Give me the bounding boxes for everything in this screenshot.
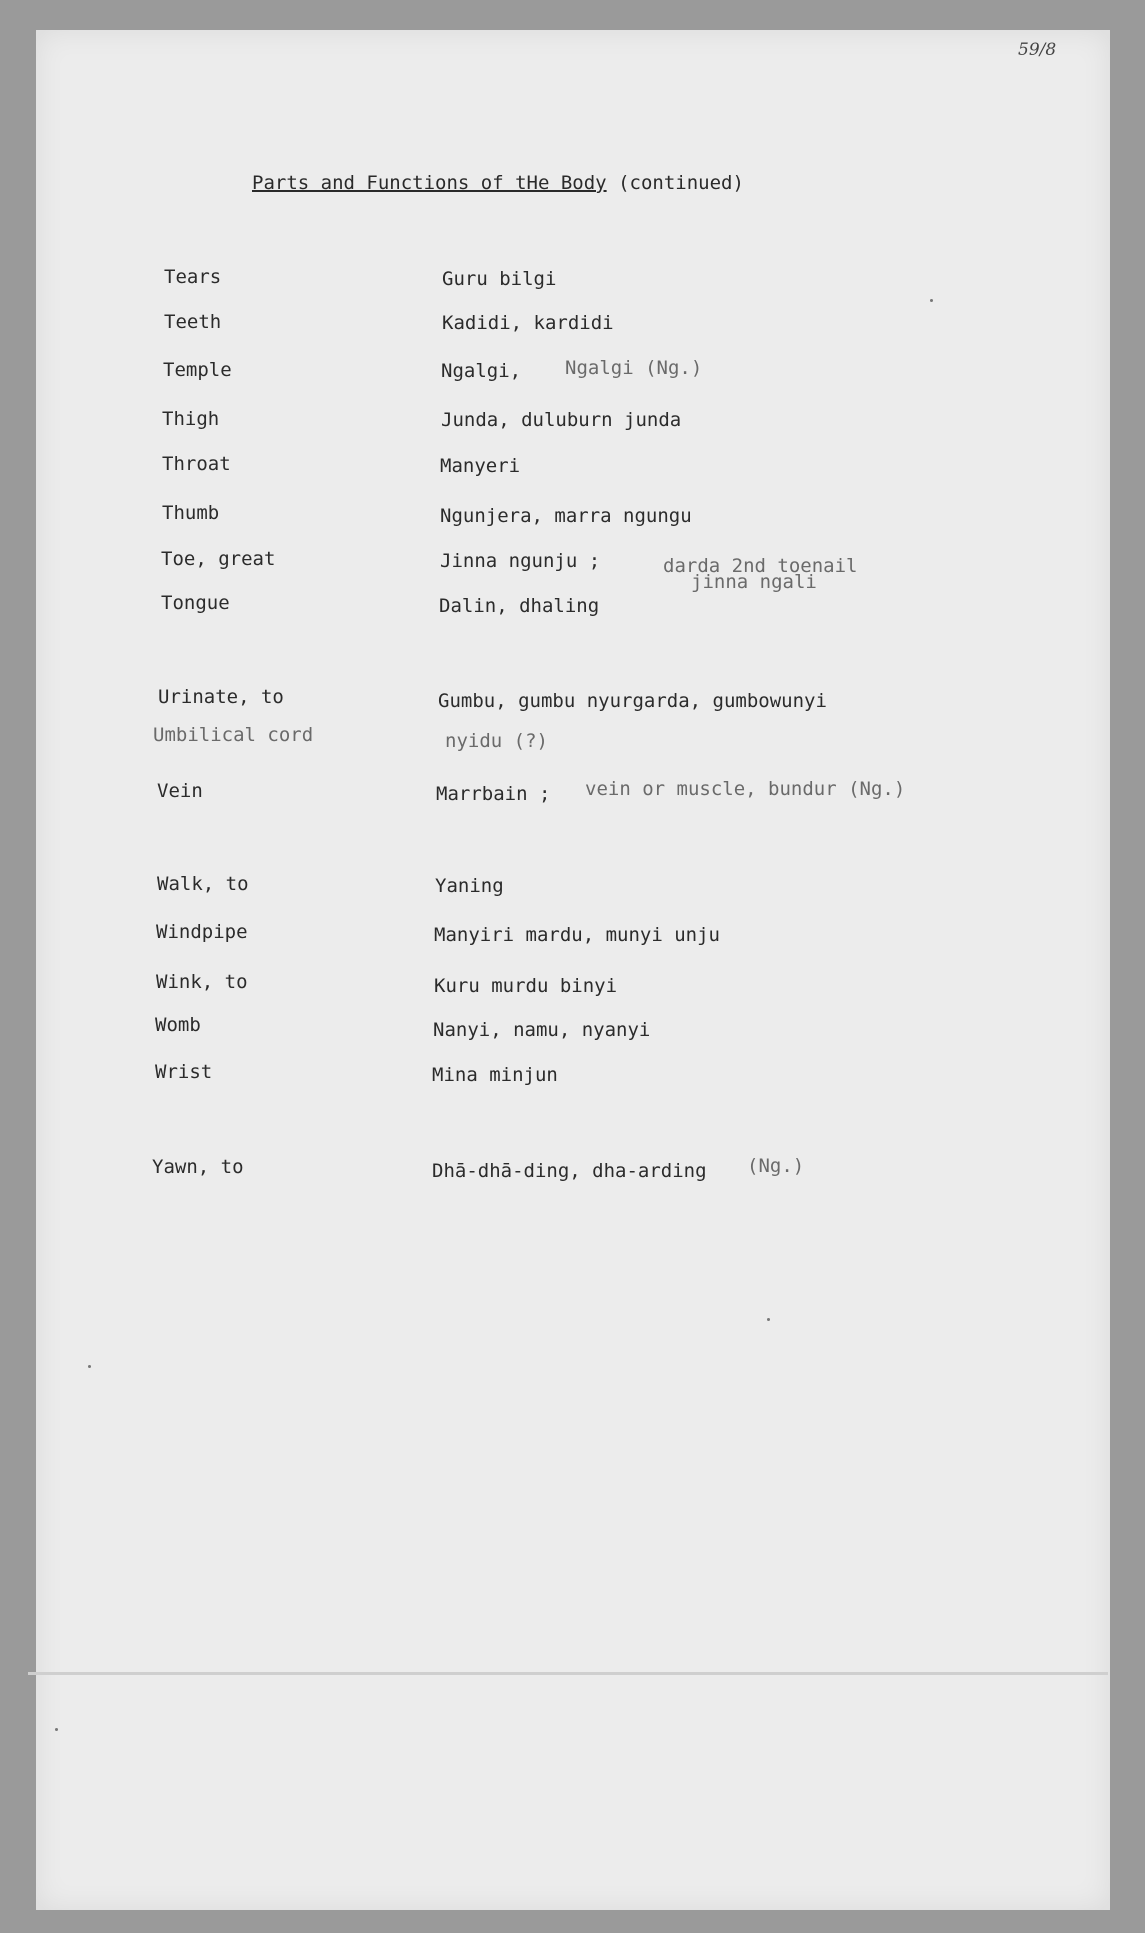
- entry-definition: Ngunjera, marra ngungu: [440, 505, 692, 527]
- entry-definition: Kadidi, kardidi: [442, 312, 614, 334]
- entry-definition: Nanyi, namu, nyanyi: [433, 1019, 651, 1041]
- scan-speck: [55, 1728, 58, 1731]
- entry-term: Womb: [155, 1014, 201, 1036]
- entry-definition: Mina minjun: [432, 1064, 558, 1086]
- entry-definition: Gumbu, gumbu nyurgarda, gumbowunyi: [438, 690, 827, 712]
- page-number: 59/8: [1018, 40, 1057, 60]
- entry-definition: Ngalgi,: [441, 360, 522, 382]
- page-title: [252, 172, 744, 194]
- entry-definition: Manyiri mardu, munyi unju: [434, 924, 720, 946]
- scan-speck: [930, 299, 933, 302]
- entry-definition: Dalin, dhaling: [439, 595, 600, 617]
- entry-term: Wink, to: [156, 971, 248, 993]
- entry-term: Tongue: [161, 592, 230, 614]
- entry-term: Thigh: [162, 408, 220, 430]
- scan-speck: [767, 1318, 770, 1321]
- entry-note: Ngalgi (Ng.): [565, 357, 703, 379]
- entry-definition: Manyeri: [440, 455, 521, 477]
- title-suffix: (continued): [618, 172, 744, 194]
- title-main: Parts and Functions of tHe Body: [252, 172, 607, 194]
- entry-term: Tears: [164, 266, 222, 288]
- entry-term: Windpipe: [156, 921, 248, 943]
- entry-definition: Marrbain ;: [436, 783, 551, 805]
- scan-speck: [88, 1365, 91, 1368]
- entry-term: Thumb: [162, 502, 220, 524]
- entry-definition: Kuru murdu binyi: [434, 975, 618, 997]
- entry-term: Wrist: [155, 1061, 213, 1083]
- entry-note: (Ng.): [747, 1155, 805, 1177]
- entry-note: vein or muscle, bundur (Ng.): [585, 778, 906, 800]
- page-fold-edge: [28, 1672, 1108, 1675]
- entry-term: Yawn, to: [152, 1156, 244, 1178]
- entry-term: Vein: [157, 780, 203, 802]
- entry-note-secondary: jinna ngali: [691, 571, 817, 593]
- entry-definition: Guru bilgi: [442, 268, 557, 290]
- entry-definition: nyidu (?): [445, 730, 548, 752]
- entry-term: Urinate, to: [158, 686, 284, 708]
- entry-term: Toe, great: [161, 548, 276, 570]
- entry-term: Temple: [163, 359, 232, 381]
- entry-term: Walk, to: [157, 873, 249, 895]
- entry-term: Throat: [162, 453, 231, 475]
- entry-definition: Dhā-dhā-ding, dha-arding: [432, 1160, 707, 1182]
- entry-definition: Junda, duluburn junda: [441, 409, 682, 431]
- entry-term: Teeth: [164, 311, 222, 333]
- entry-definition: Jinna ngunju ;: [440, 550, 601, 572]
- entry-term: Umbilical cord: [153, 724, 314, 746]
- entry-definition: Yaning: [435, 875, 504, 897]
- entry-note: darda 2nd toenail: [663, 555, 858, 577]
